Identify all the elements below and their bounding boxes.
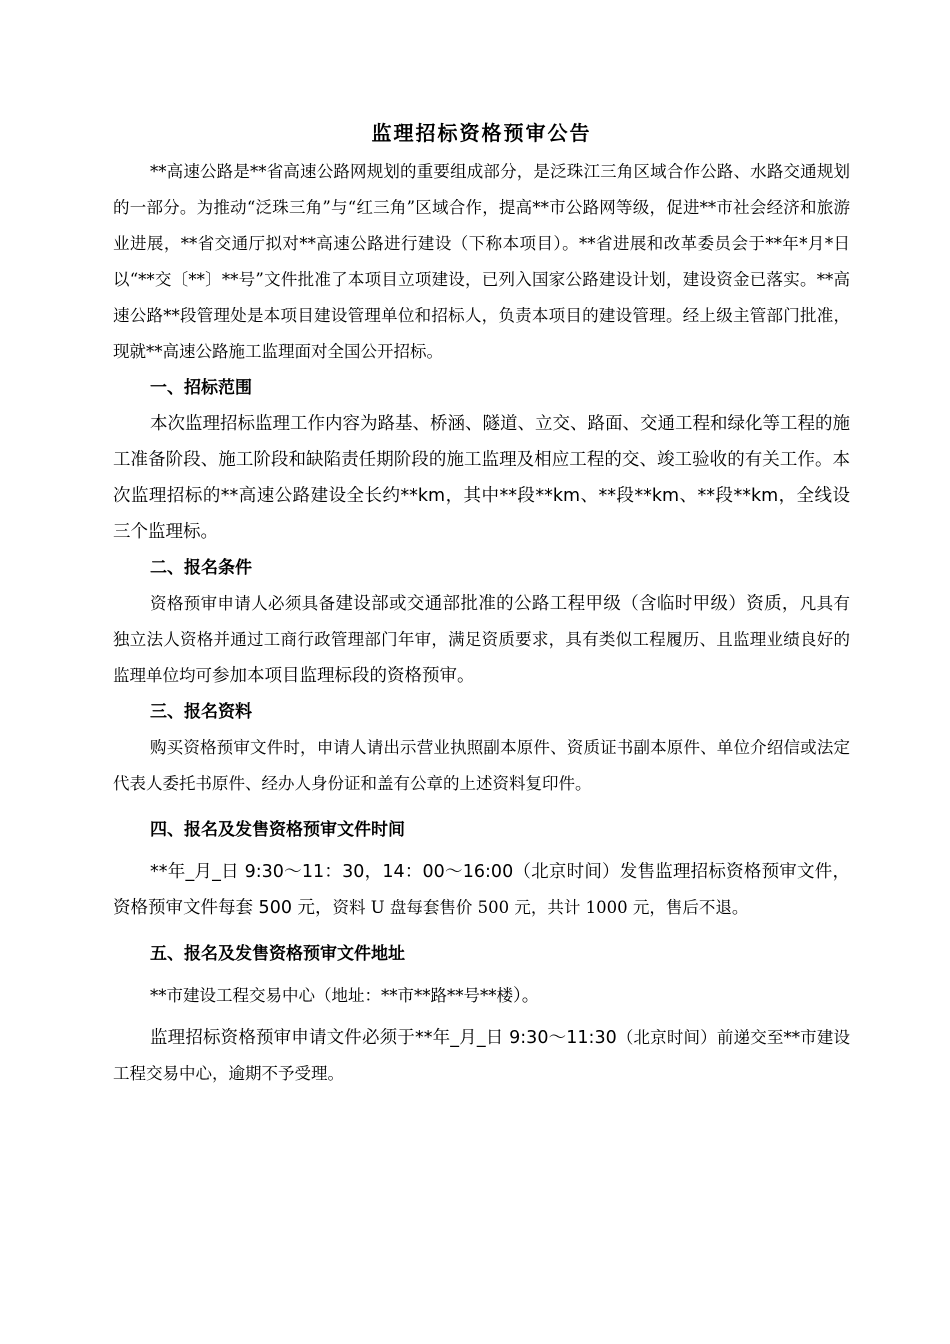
- conditions-paragraph: [113, 586, 850, 694]
- deadline-text-a: 监理招标资格预审申请文件必须于**年_月_日 9:30～11:30: [150, 1028, 617, 1048]
- address-paragraph: [113, 978, 850, 1014]
- document-page: [113, 118, 850, 1092]
- address-text-b: ）。: [513, 986, 540, 1006]
- section-heading-address: 五、报名及发售资格预审文件地址: [150, 944, 405, 964]
- address-text-a: **市建设工程交易中心（地址：**市**路**号**楼: [150, 986, 513, 1005]
- section-heading-time: 四、报名及发售资格预审文件时间: [150, 820, 405, 840]
- time-text-a: **年_月_日 9:30～11：30，14：00～16:00（北京时间）发售监理招标资格预审文件，资格预审文件每套 500 元，: [113, 862, 850, 918]
- time-paragraph: [113, 854, 850, 926]
- section-heading-materials: 三、报名资料: [150, 702, 252, 722]
- materials-paragraph: 购买资格预审文件时，申请人请出示营业执照副本原件、资质证书副本原件、单位介绍信或法定代表人委托书原件、经办人身份证和盖有公章的上述资料复印件。: [113, 738, 850, 793]
- intro-paragraph: **高速公路是**省高速公路网规划的重要组成部分，是泛珠江三角区域合作公路、水路交通规划的一部分。为推动“泛珠三角”与“红三角”区域合作，提高**市公路网等级，促进**市社会经济和旅游业进展，**省交通厅拟对**高速公路进行建设（下称本项目）。**省进展和改革委员会于**年*月*日以“**交〔**〕**号”文件批准了本项目立项建设，已列入国家公路建设计划，建设资金已落实。**高速公路**段管理处是本项目建设管理单位和招标人，负责本项目的建设管理。经上级主管部门批准，现就**高速公路施工监理面对全国公开招标。: [113, 162, 850, 361]
- conditions-text-d: 参加本项目监理标段的资格预审。: [212, 666, 475, 686]
- conditions-text-a: 资格预审申请人必须具备: [150, 594, 336, 613]
- conditions-text-c: 凡具有独立法人资格并通过工商行政管理部门年审，满足资质要求，具有类似工程履历、且监理业绩良好的监理单位均可: [113, 594, 851, 685]
- document-title: 监理招标资格预审公告: [371, 121, 592, 145]
- conditions-text-b: 建设部或交通部批准的公路工程甲级（含临时甲级）资质，: [335, 594, 800, 614]
- section-heading-conditions: 二、报名条件: [150, 558, 252, 578]
- deadline-text-b: （北京时间）前递交至**市建设工程交易中心，逾期不予受理。: [113, 1028, 851, 1083]
- time-text-b: 资料 U 盘每套售价 500 元，共计 1000 元，售后不退。: [332, 898, 749, 917]
- scope-paragraph: 本次监理招标监理工作内容为路基、桥涵、隧道、立交、路面、交通工程和绿化等工程的施工准备阶段、施工阶段和缺陷责任期阶段的施工监理及相应工程的交、竣工验收的有关工作。本次监理招标的**高速公路建设全长约**km，其中**段**km、**段**km、**段**km，全线设三个监理标。: [113, 414, 850, 542]
- deadline-paragraph: [113, 1020, 850, 1092]
- section-heading-scope: 一、招标范围: [150, 378, 252, 398]
